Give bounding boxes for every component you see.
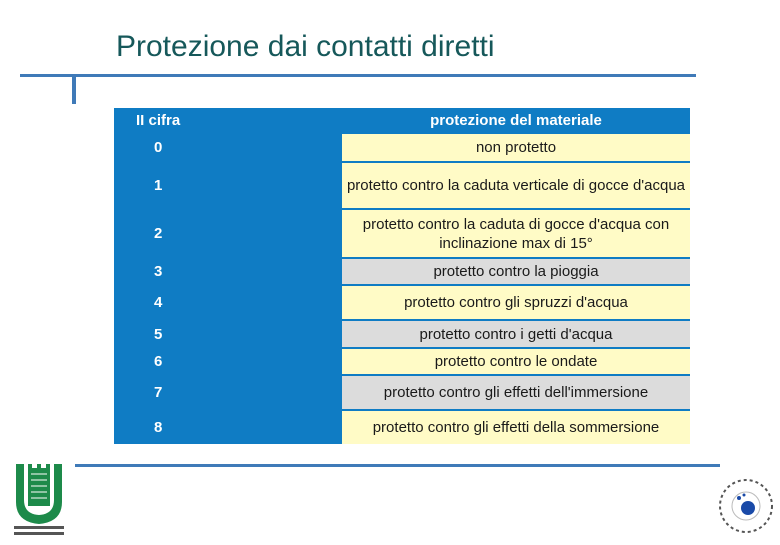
header-digit: II cifra <box>136 112 181 129</box>
table-row <box>114 163 690 208</box>
bottom-divider <box>75 464 720 467</box>
row-description: non protetto <box>342 134 690 161</box>
slide-title: Protezione dai contatti diretti <box>116 30 495 63</box>
table-row <box>114 349 690 374</box>
row-digit: 4 <box>154 294 163 311</box>
top-divider-tick <box>72 74 76 104</box>
row-description: protetto contro la caduta verticale di gocce d'acqua <box>342 163 690 208</box>
top-divider <box>20 74 696 77</box>
table-row <box>114 411 690 444</box>
row-digit: 5 <box>154 325 163 343</box>
table-row <box>114 134 690 161</box>
circular-seal-logo-icon <box>708 468 778 540</box>
row-description: protetto contro gli effetti della sommersione <box>342 411 690 444</box>
row-digit: 6 <box>154 353 163 370</box>
row-description: protetto contro gli effetti dell'immersione <box>342 376 690 409</box>
row-digit: 2 <box>154 225 163 242</box>
row-description: protetto contro i getti d'acqua <box>342 321 690 347</box>
header-protection: protezione del materiale <box>430 112 602 129</box>
row-digit: 8 <box>154 419 163 436</box>
table-row <box>114 286 690 319</box>
university-tower-logo-icon <box>10 460 68 540</box>
row-digit: 0 <box>154 139 163 156</box>
table-row <box>114 210 690 257</box>
row-description: protetto contro gli spruzzi d'acqua <box>342 286 690 319</box>
protection-table <box>114 108 690 444</box>
row-digit: 1 <box>154 177 163 194</box>
table-row <box>114 376 690 409</box>
row-digit: 7 <box>154 384 163 401</box>
table-row <box>114 259 690 284</box>
table-row <box>114 321 690 347</box>
row-description: protetto contro le ondate <box>342 349 690 374</box>
row-digit: 3 <box>154 263 163 280</box>
row-description: protetto contro la pioggia <box>342 259 690 284</box>
row-description: protetto contro la caduta di gocce d'acqua con inclinazione max di 15° <box>342 210 690 257</box>
